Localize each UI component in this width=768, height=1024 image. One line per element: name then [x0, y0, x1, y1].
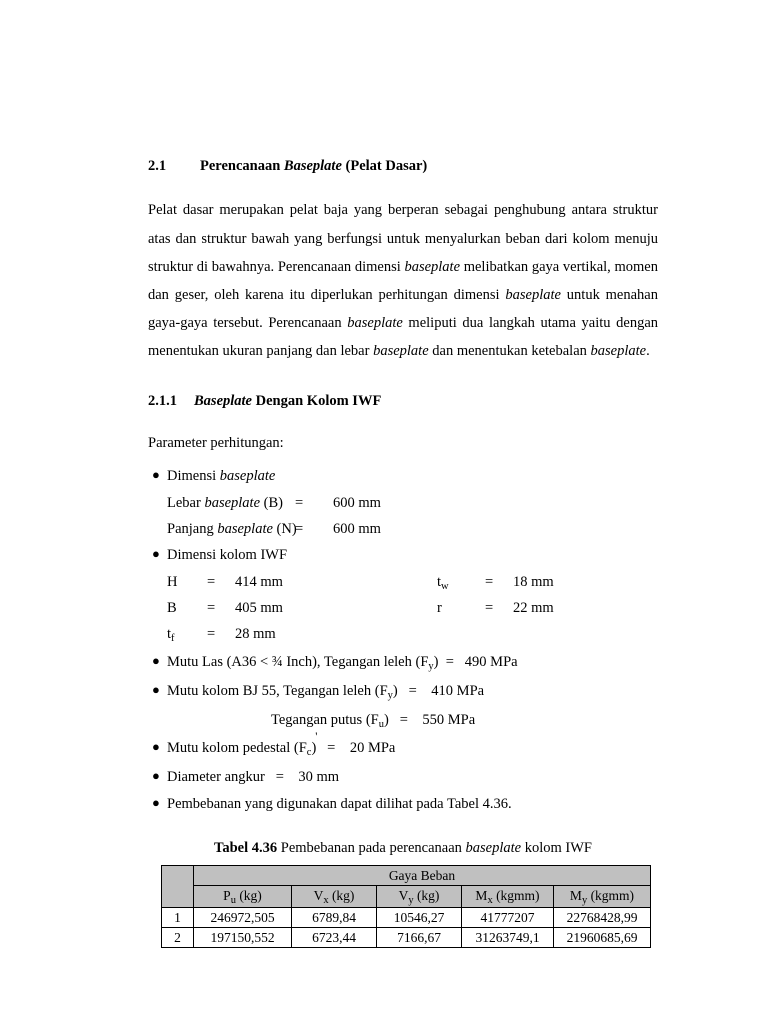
- col-vy-sub: y: [408, 894, 414, 906]
- col-mx-base: M: [475, 887, 488, 903]
- iwf-symbol-tw-base: t: [437, 574, 442, 590]
- bullet-dot-icon: ●: [152, 546, 160, 561]
- lebar-em: baseplate: [204, 495, 261, 511]
- iwf-symbol-r: [437, 595, 485, 621]
- subsection-title-emphasis: Baseplate: [194, 392, 252, 409]
- iwf-tw-equals: =: [485, 574, 494, 590]
- paragraph-emphasis-4: baseplate: [373, 343, 429, 360]
- table-header-group-row: [162, 865, 651, 885]
- prime-mark: ': [315, 729, 318, 743]
- panjang-post: (N): [272, 521, 297, 537]
- pedestal-sub: c: [306, 747, 312, 758]
- iwf-tf-value: 28 mm: [235, 626, 276, 642]
- cell-pu: 197150,552: [194, 927, 292, 947]
- bullet-dot-icon: ●: [152, 739, 160, 754]
- cell-my: 21960685,69: [554, 927, 651, 947]
- iwf-symbol-tf: [167, 621, 207, 649]
- col-vx-base: V: [313, 887, 324, 903]
- section-title-pre: Perencanaan: [200, 158, 284, 174]
- iwf-r-value: 22 mm: [513, 600, 554, 616]
- iwf-r-equals: =: [485, 600, 494, 616]
- bullet-text-emphasis: baseplate: [219, 468, 276, 484]
- cell-mx: 31263749,1: [462, 927, 554, 947]
- table-row: [162, 907, 651, 927]
- column-header-mx: [462, 885, 554, 907]
- cell-pu: 246972,505: [194, 907, 292, 927]
- cell-vx: 6789,84: [292, 907, 377, 927]
- paragraph-emphasis-5: baseplate: [590, 343, 647, 360]
- table-corner-cell: [162, 865, 194, 907]
- section-number: 2.1: [148, 158, 167, 174]
- mutu-las-sub: y: [428, 661, 434, 672]
- iwf-symbol-tw-sub: w: [441, 581, 449, 592]
- panjang-em: baseplate: [217, 521, 273, 537]
- mutu-las-text: Mutu Las (A36 < ¾ Inch), Tegangan leleh (F: [167, 654, 429, 670]
- bullet-dot-icon: ●: [152, 653, 160, 668]
- pedestal-post: ): [311, 740, 317, 756]
- iwf-symbol-tf-base: t: [167, 626, 172, 642]
- col-pu-sub: u: [230, 894, 236, 906]
- col-vx-unit: (kg): [328, 887, 355, 903]
- bullet-dot-icon: ●: [152, 768, 160, 783]
- tegangan-putus-label: Tegangan putus (F: [271, 712, 379, 728]
- cell-vy: 10546,27: [377, 907, 462, 927]
- bullet-dot-icon: ●: [152, 682, 160, 697]
- iwf-dim-row-h: [148, 569, 658, 595]
- parameters-label: Parameter perhitungan:: [148, 435, 284, 451]
- iwf-dim-row-r: [437, 595, 554, 621]
- paragraph-part-2: melibatkan gaya vertikal, momen dan geser, oleh karena itu diperlukan perhitungan dimensi: [148, 258, 658, 303]
- col-pu-unit: (kg): [235, 887, 262, 903]
- mutu-bj-text: Mutu kolom BJ 55, Tegangan leleh (F: [167, 683, 388, 699]
- panjang-equals: =: [295, 521, 304, 537]
- table-caption: [148, 839, 658, 858]
- iwf-b-equals: =: [207, 600, 216, 616]
- lebar-equals: =: [295, 495, 304, 511]
- panjang-value: 600 mm: [333, 521, 381, 537]
- table-group-header: Gaya Beban: [194, 865, 651, 885]
- iwf-symbol-h-base: H: [167, 574, 178, 590]
- cell-vx: 6723,44: [292, 927, 377, 947]
- subsection-heading: [148, 393, 658, 410]
- table-caption-post: kolom IWF: [521, 840, 592, 856]
- iwf-dim-row-b: [148, 595, 658, 621]
- lebar-pre: Lebar: [167, 495, 205, 511]
- load-table: [161, 865, 651, 948]
- col-mx-unit: (kgmm): [492, 887, 540, 903]
- iwf-symbol-b-base: B: [167, 600, 177, 616]
- paragraph-emphasis-2: baseplate: [505, 287, 561, 303]
- mutu-las-equals: =: [445, 654, 454, 670]
- bullet-mutu-kolom-bj55: [148, 678, 658, 706]
- tegangan-putus-post: ): [383, 712, 389, 728]
- row-index: 2: [162, 927, 194, 947]
- pedestal-label: Mutu kolom pedestal (F: [167, 740, 307, 756]
- table-caption-number: Tabel 4.36: [214, 840, 278, 856]
- pedestal-equals: =: [327, 740, 336, 756]
- iwf-symbol-r-base: r: [437, 600, 442, 616]
- tegangan-putus-sub: u: [378, 719, 384, 730]
- section-heading: [148, 158, 658, 175]
- baseplate-dim-label-lebar: [167, 490, 295, 516]
- col-vx-sub: x: [323, 894, 329, 906]
- bullet-mutu-pedestal: [148, 729, 658, 763]
- baseplate-dim-label-panjang: [167, 516, 295, 542]
- bullet-dot-icon: ●: [152, 467, 160, 482]
- bullet-dimensi-baseplate: [148, 463, 658, 489]
- bullet-text-pre: Dimensi: [167, 468, 220, 484]
- cell-my: 22768428,99: [554, 907, 651, 927]
- page-content: [148, 158, 658, 948]
- iwf-symbol-tw: [437, 569, 485, 597]
- paragraph-part-5: dan menentukan ketebalan: [428, 343, 591, 360]
- col-vy-unit: (kg): [413, 887, 440, 903]
- section-title-emphasis: Baseplate: [283, 158, 342, 174]
- col-pu-base: P: [223, 887, 231, 903]
- angkur-equals: =: [275, 769, 284, 785]
- bullet-mutu-las: [148, 649, 658, 677]
- section-title-post: (Pelat Dasar): [341, 158, 428, 174]
- table-header-row: [162, 885, 651, 907]
- iwf-dim-row-tw: [437, 569, 554, 597]
- angkur-label: Diameter angkur: [167, 769, 265, 785]
- subsection-number: 2.1.1: [148, 392, 177, 409]
- column-header-my: [554, 885, 651, 907]
- paragraph-part-3: untuk menahan gaya-gaya tersebut. Perencanaan: [148, 287, 658, 332]
- mutu-bj-value: 410 MPa: [431, 683, 485, 699]
- iwf-tf-equals: =: [207, 626, 216, 642]
- subsection-title-post: Dengan Kolom IWF: [252, 392, 382, 409]
- mutu-las-post: ): [433, 654, 439, 670]
- tegangan-putus-equals: =: [399, 712, 408, 728]
- baseplate-dim-lebar: [148, 490, 658, 516]
- bullet-dimensi-kolom-iwf: [148, 542, 658, 568]
- cell-mx: 41777207: [462, 907, 554, 927]
- mutu-bj-post: ): [392, 683, 398, 699]
- column-header-vy: [377, 885, 462, 907]
- iwf-symbol-h: [167, 569, 207, 595]
- mutu-bj-equals: =: [408, 683, 417, 699]
- panjang-pre: Panjang: [167, 521, 218, 537]
- col-my-unit: (kgmm): [587, 887, 635, 903]
- row-index: 1: [162, 907, 194, 927]
- bullet-dot-icon: ●: [152, 795, 160, 810]
- paragraph-part-4: meliputi dua langkah utama yaitu dengan menentukan ukuran panjang dan lebar: [148, 315, 658, 360]
- col-mx-sub: x: [487, 894, 493, 906]
- bullet-diameter-angkur: [148, 764, 658, 790]
- col-my-base: M: [569, 887, 582, 903]
- paragraph-emphasis-3: baseplate: [347, 315, 403, 332]
- fc-prime-group: [306, 729, 318, 763]
- paragraph-part-1: Pelat dasar merupakan pelat baja yang berperan sebagai penghubung antara struktur atas dan struktur bawah yang berfungsi untuk menyalurkan beban dari kolom menuju struktur di bawahnya. Perencanaan dimensi: [148, 202, 658, 275]
- baseplate-dim-panjang: [148, 516, 658, 542]
- paragraph-part-6: .: [646, 343, 650, 360]
- bullet-text-kolom-iwf: Dimensi kolom IWF: [167, 547, 288, 563]
- tegangan-putus-row: [148, 707, 658, 735]
- angkur-value: 30 mm: [298, 769, 340, 785]
- iwf-b-value: 405 mm: [235, 600, 283, 616]
- cell-vy: 7166,67: [377, 927, 462, 947]
- pembebanan-text: Pembebanan yang digunakan dapat dilihat pada Tabel 4.36.: [167, 796, 512, 812]
- iwf-tw-value: 18 mm: [513, 574, 554, 590]
- table-caption-pre: Pembebanan pada perencanaan: [277, 840, 466, 856]
- pedestal-value: 20 MPa: [349, 740, 396, 756]
- col-vy-base: V: [398, 887, 409, 903]
- iwf-h-value: 414 mm: [235, 574, 283, 590]
- intro-paragraph: [148, 196, 658, 365]
- table-caption-emphasis: baseplate: [465, 840, 522, 856]
- column-header-pu: [194, 885, 292, 907]
- column-header-vx: [292, 885, 377, 907]
- lebar-value: 600 mm: [333, 495, 381, 511]
- tegangan-putus-value: 550 MPa: [422, 712, 476, 728]
- col-my-sub: y: [581, 894, 588, 906]
- mutu-las-value: 490 MPa: [464, 654, 518, 670]
- iwf-symbol-tf-sub: f: [171, 633, 175, 644]
- load-table-container: [148, 865, 658, 948]
- table-row: [162, 927, 651, 947]
- mutu-bj-sub: y: [387, 690, 393, 701]
- iwf-h-equals: =: [207, 574, 216, 590]
- bullet-pembebanan: [148, 791, 658, 817]
- lebar-post: (B): [260, 495, 283, 511]
- iwf-dim-row-tf: [148, 621, 658, 649]
- iwf-symbol-b: [167, 595, 207, 621]
- paragraph-emphasis-1: baseplate: [404, 258, 461, 275]
